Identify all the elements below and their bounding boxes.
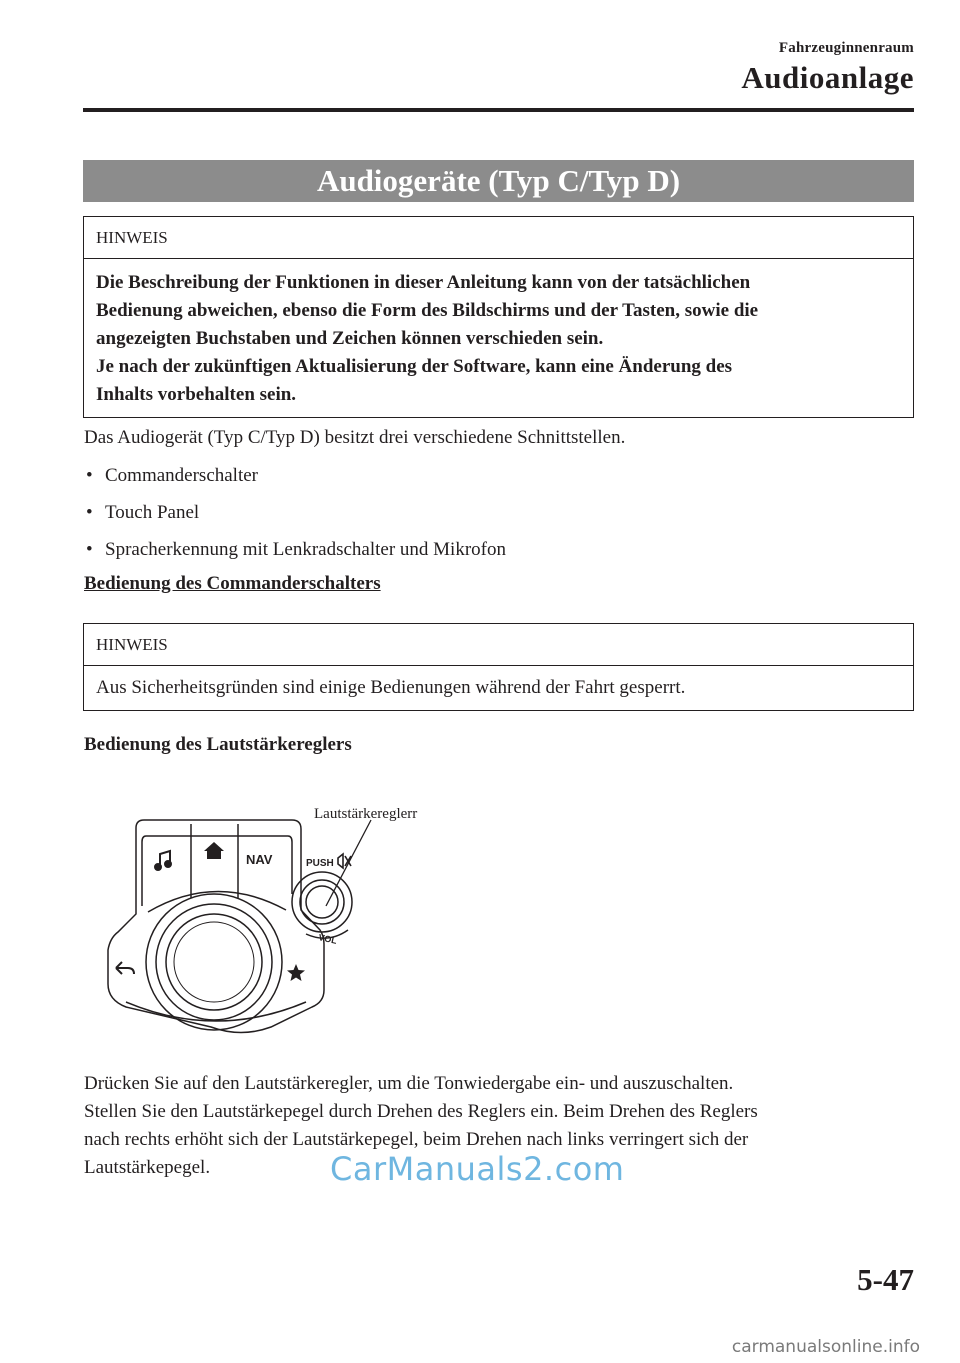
note-box-safety [83, 623, 914, 711]
list-item [86, 536, 506, 564]
volume-knob-inner [306, 886, 338, 918]
music-icon [155, 851, 171, 870]
bullet-icon: • [86, 465, 93, 486]
note-heading: HINWEIS [84, 217, 913, 259]
watermark-link[interactable]: CarManuals2.com [330, 1150, 625, 1188]
note-line: Bedienung abweichen, ebenso die Form des Bildschirms und der Tasten, sowie die [96, 300, 759, 321]
nav-button-label: NAV [246, 852, 273, 867]
body-line: nach rechts erhöht sich der Lautstärkepegel, beim Drehen nach links verringert sich der [84, 1129, 749, 1150]
page-number: 5-47 [857, 1262, 914, 1297]
note-line: Die Beschreibung der Funktionen in dieser Anleitung kann von der tatsächlichen [96, 272, 751, 293]
list-item [86, 462, 258, 490]
subsection-heading: Bedienung des Lautstärkereglers [84, 734, 352, 755]
note-heading: HINWEIS [84, 624, 913, 666]
header-rule [83, 108, 914, 112]
joystick-cap [174, 922, 254, 1002]
list-item-text: Commanderschalter [105, 465, 259, 486]
knob-push-label: PUSH [306, 858, 334, 869]
page-title-banner: Audiogeräte (Typ C/Typ D) [83, 160, 914, 202]
body-line: Stellen Sie den Lautstärkepegel durch Drehen des Reglers ein. Beim Drehen des Reglers [84, 1101, 758, 1122]
joystick-ring-middle [156, 904, 272, 1020]
section-heading: Bedienung des Commanderschalters [84, 573, 381, 594]
bullet-icon: • [86, 502, 93, 523]
note-line: angezeigten Buchstaben und Zeichen können verschieden sein. [96, 328, 604, 349]
list-item-text: Spracherkennung mit Lenkradschalter und Mikrofon [105, 539, 506, 560]
list-item-text: Touch Panel [105, 502, 200, 523]
back-icon [116, 962, 134, 974]
note-line: Inhalts vorbehalten sein. [96, 384, 297, 405]
favorite-icon [287, 964, 305, 981]
bullet-icon: • [86, 539, 93, 560]
note-body [84, 259, 913, 417]
note-line: Je nach der zukünftigen Aktualisierung der Software, kann eine Änderung des [96, 356, 733, 377]
body-line: Lautstärkepegel. [84, 1157, 211, 1178]
body-line: Drücken Sie auf den Lautstärkeregler, um die Tonwiedergabe ein- und auszuschalten. [84, 1073, 734, 1094]
footer-source-link[interactable]: carmanualsonline.info [731, 1337, 920, 1357]
home-icon [204, 842, 224, 859]
volume-knob-callout-label: Lautstärkereglerr [314, 806, 418, 822]
commander-lower-arc [126, 1002, 306, 1021]
joystick-ring-inner [166, 914, 262, 1010]
intro-paragraph: Das Audiogerät (Typ C/Typ D) besitzt drei verschiedene Schnittstellen. [84, 427, 626, 448]
note-body: Aus Sicherheitsgründen sind einige Bedienungen während der Fahrt gesperrt. [96, 677, 686, 698]
knob-vol-label: VOL [317, 932, 338, 946]
list-item [86, 499, 199, 527]
running-header-chapter: Audioanlage [741, 60, 914, 95]
commander-switch-diagram [96, 802, 386, 1042]
note-box-display [83, 216, 914, 418]
running-header-section: Fahrzeuginnenraum [778, 40, 914, 56]
